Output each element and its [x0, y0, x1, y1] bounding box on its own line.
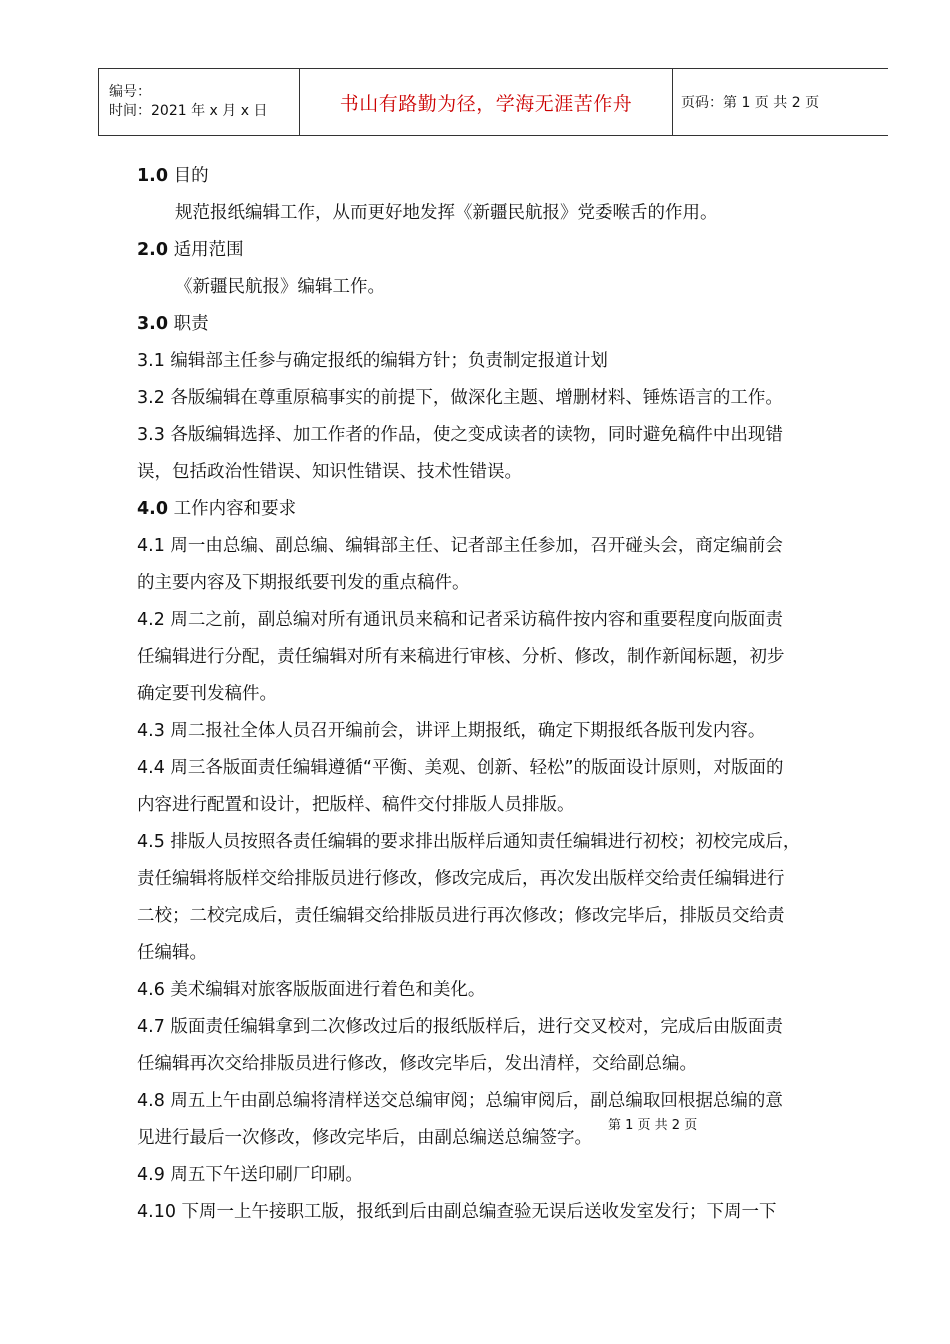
paragraph-line: 3.3 各版编辑选择、加工作者的作品，使之变成读者的读物，同时避免稿件中出现错 [137, 425, 783, 445]
section-heading-duties [137, 306, 857, 343]
header-page-info: 页码：第 1 页 共 2 页 [681, 95, 820, 111]
header-motto-cell [300, 69, 673, 136]
paragraph-line: 责任编辑将版样交给排版员进行修改，修改完成后，再次发出版样交给责任编辑进行 [137, 869, 785, 889]
paragraph-line: 4.7 版面责任编辑拿到二次修改过后的报纸版样后，进行交叉校对，完成后由版面责 [137, 1017, 783, 1037]
section-title: 适用范围 [173, 240, 244, 260]
paragraph-line: 二校；二校完成后，责任编辑交给排版员进行再次修改；修改完毕后，排版员交给责 [137, 906, 785, 926]
paragraph-line: 4.5 排版人员按照各责任编辑的要求排出版样后通知责任编辑进行初校；初校完成后， [137, 832, 801, 852]
header-meta-cell [99, 69, 300, 136]
section-title: 工作内容和要求 [173, 499, 297, 519]
paragraph-line: 误，包括政治性错误、知识性错误、技术性错误。 [137, 462, 522, 482]
section-number: 4.0 [137, 499, 169, 519]
section-title: 职责 [173, 314, 209, 334]
section-heading-work [137, 491, 857, 528]
paragraph-line: 4.10 下周一上午接职工版，报纸到后由副总编查验无误后送收发室发行；下周一下 [137, 1202, 777, 1222]
paragraph-line: 任编辑再次交给排版员进行修改，修改完毕后，发出清样，交给副总编。 [137, 1054, 697, 1074]
header-motto: 书山有路勤为径，学海无涯苦作舟 [339, 92, 633, 115]
paragraph-line: 3.1 编辑部主任参与确定报纸的编辑方针；负责制定报道计划 [137, 351, 608, 371]
section-heading-scope [137, 232, 857, 269]
document-time-label: 时间：2021 年 x 月 x 日 [109, 103, 268, 119]
document-header-table [98, 68, 888, 136]
paragraph-line: 4.2 周二之前，副总编对所有通讯员来稿和记者采访稿件按内容和重要程度向版面责 [137, 610, 783, 630]
section-number: 3.0 [137, 314, 169, 334]
document-number-label: 编号： [109, 84, 151, 100]
paragraph-line: 任编辑。 [137, 943, 207, 963]
section-heading-purpose [137, 158, 857, 195]
paragraph-line: 4.1 周一由总编、副总编、编辑部主任、记者部主任参加，召开碰头会，商定编前会 [137, 536, 783, 556]
paragraph-line: 4.8 周五上午由副总编将清样送交总编审阅；总编审阅后，副总编取回根据总编的意 [137, 1091, 783, 1111]
document-body [137, 158, 857, 1231]
paragraph-line: 4.9 周五下午送印刷厂印刷。 [137, 1165, 363, 1185]
header-page-cell [673, 69, 889, 136]
paragraph-line: 《新疆民航报》编辑工作。 [175, 277, 385, 297]
section-title: 目的 [173, 166, 209, 186]
paragraph-line: 的主要内容及下期报纸要刊发的重点稿件。 [137, 573, 470, 593]
paragraph-line: 4.6 美术编辑对旅客版版面进行着色和美化。 [137, 980, 486, 1000]
paragraph-line: 3.2 各版编辑在尊重原稿事实的前提下，做深化主题、增删材料、锤炼语言的工作。 [137, 388, 783, 408]
section-number: 1.0 [137, 166, 169, 186]
paragraph-line: 见进行最后一次修改，修改完毕后，由副总编送总编签字。 [137, 1128, 592, 1148]
paragraph-line: 内容进行配置和设计，把版样、稿件交付排版人员排版。 [137, 795, 575, 815]
paragraph-line: 规范报纸编辑工作，从而更好地发挥《新疆民航报》党委喉舌的作用。 [175, 203, 718, 223]
paragraph-line: 4.4 周三各版面责任编辑遵循“平衡、美观、创新、轻松”的版面设计原则，对版面的 [137, 758, 784, 778]
paragraph-line: 任编辑进行分配，责任编辑对所有来稿进行审核、分析、修改，制作新闻标题，初步 [137, 647, 785, 667]
paragraph-line: 4.3 周二报社全体人员召开编前会，讲评上期报纸，确定下期报纸各版刊发内容。 [137, 721, 766, 741]
section-number: 2.0 [137, 240, 169, 260]
footer-page-number: 第 1 页 共 2 页 [608, 1118, 698, 1133]
paragraph-line: 确定要刊发稿件。 [137, 684, 277, 704]
